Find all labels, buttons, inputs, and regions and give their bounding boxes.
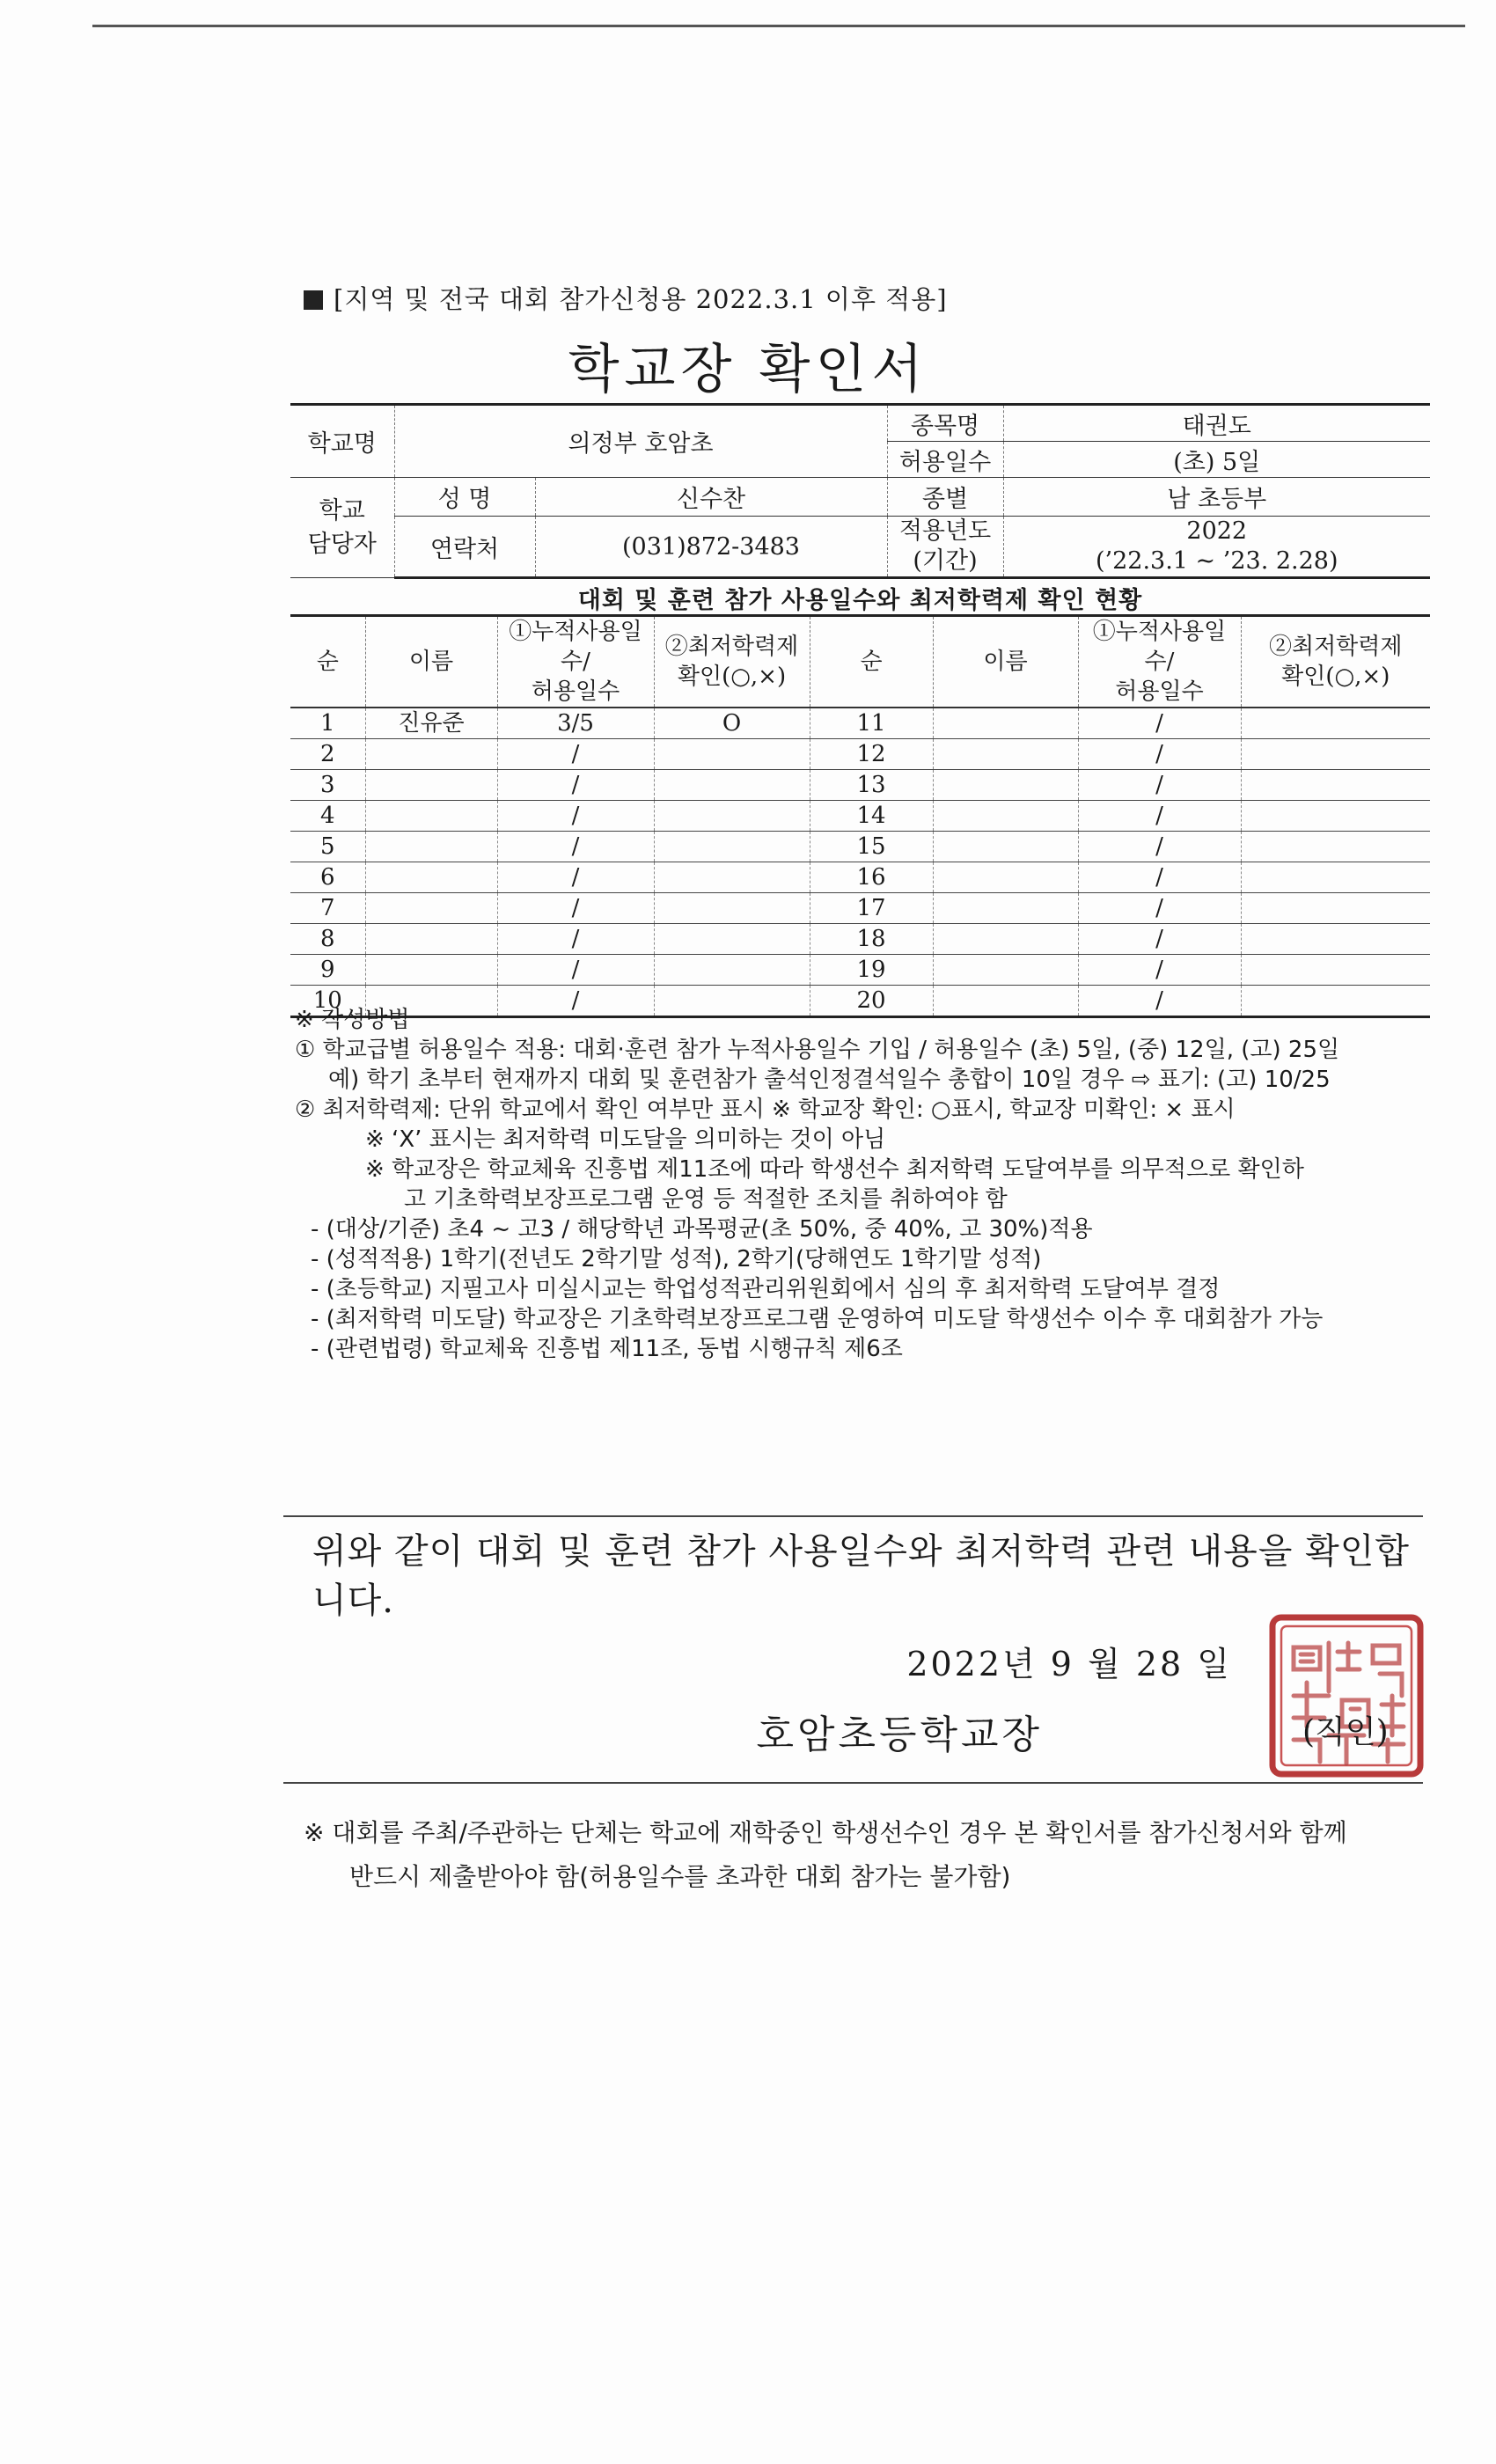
footer-note-line-1: ※ 대회를 주최/주관하는 단체는 학교에 재학중인 학생선수인 경우 본 확인서를 참가신청서와 함께 xyxy=(304,1818,1347,1847)
row-no: 9 xyxy=(290,955,365,986)
seal-label: (직인) xyxy=(1302,1714,1389,1750)
col-no-left: 순 xyxy=(290,616,365,708)
row-no: 6 xyxy=(290,862,365,893)
note-principal-duty-1: ※ 학교장은 학교체육 진흥법 제11조에 따라 학생선수 최저학력 도달여부를 의무적으로 확인하 xyxy=(365,1156,1304,1183)
col-min-right-1: ②최저학력제 xyxy=(1268,634,1403,660)
row-name xyxy=(933,739,1078,770)
row-check xyxy=(654,770,810,801)
footer-note xyxy=(304,1811,1430,1899)
row-name xyxy=(933,708,1078,739)
school-manager-label-text: 학교 담당자 xyxy=(307,496,377,558)
row-name xyxy=(933,770,1078,801)
row-name xyxy=(365,955,497,986)
table-row xyxy=(290,801,1430,832)
status-table-body xyxy=(290,708,1430,1017)
row-days: / xyxy=(1078,893,1241,924)
row-days: / xyxy=(497,986,654,1017)
col-min-right-2: 확인(○,×) xyxy=(1281,664,1390,690)
note-x-meaning: ※ ‘X’ 표시는 최저학력 미도달을 의미하는 것이 아님 xyxy=(365,1126,886,1153)
official-seal-icon xyxy=(1267,1612,1426,1779)
instructions xyxy=(295,1005,1421,1364)
row-days: / xyxy=(497,801,654,832)
col-min-left xyxy=(654,616,810,708)
note-allowed-days-example: 예) 학기 초부터 현재까지 대회 및 훈련참가 출석인정결석일수 총합이 10일 경우 ⇨ 표기: (고) 10/25 xyxy=(328,1067,1331,1093)
row-no: 8 xyxy=(290,924,365,955)
row-check xyxy=(654,832,810,862)
row-name xyxy=(365,739,497,770)
row-check xyxy=(1241,893,1430,924)
table-row xyxy=(290,924,1430,955)
category-label: 종별 xyxy=(887,478,1003,517)
row-days: / xyxy=(497,955,654,986)
col-days-left-2: 허용일수 xyxy=(531,678,620,705)
row-check xyxy=(1241,708,1430,739)
row-days: / xyxy=(1078,924,1241,955)
manager-name-value: 신수찬 xyxy=(535,478,887,517)
scan-top-edge-line xyxy=(92,25,1465,27)
row-no: 20 xyxy=(810,986,933,1017)
col-days-right xyxy=(1078,616,1241,708)
note-elementary: - (초등학교) 지필고사 미실시교는 학업성적관리위원회에서 심의 후 최저학력 도달여부 결정 xyxy=(311,1276,1221,1302)
category-value: 남 초등부 xyxy=(1003,478,1430,517)
row-check xyxy=(1241,924,1430,955)
row-name xyxy=(933,924,1078,955)
applied-year-value xyxy=(1003,517,1430,578)
table-row xyxy=(290,862,1430,893)
note-related-law: - (관련법령) 학교체육 진흥법 제11조, 동법 시행규칙 제6조 xyxy=(311,1336,903,1362)
form-usage-note-text: [지역 및 전국 대회 참가신청용 2022.3.1 이후 적용] xyxy=(334,284,948,314)
col-min-left-2: 확인(○,×) xyxy=(677,664,787,690)
row-name xyxy=(933,862,1078,893)
row-days: / xyxy=(497,739,654,770)
instructions-heading: ※ 작성방법 xyxy=(295,1007,410,1033)
row-check xyxy=(1241,801,1430,832)
row-no: 7 xyxy=(290,893,365,924)
school-info-table xyxy=(290,403,1430,579)
manager-name-label: 성 명 xyxy=(394,478,535,517)
col-days-left-1: ①누적사용일수/ xyxy=(509,619,642,675)
col-name-right: 이름 xyxy=(933,616,1078,708)
row-days: / xyxy=(1078,986,1241,1017)
table-row xyxy=(290,739,1430,770)
note-not-reached: - (최저학력 미도달) 학교장은 기초학력보장프로그램 운영하여 미도달 학생선수 이수 후 대회참가 가능 xyxy=(311,1306,1324,1332)
table-row xyxy=(290,708,1430,739)
col-days-left xyxy=(497,616,654,708)
note-allowed-days: ① 학교급별 허용일수 적용: 대회·훈련 참가 누적사용일수 기입 / 허용일수 (초) 5일, (중) 12일, (고) 25일 xyxy=(295,1037,1340,1063)
row-no: 2 xyxy=(290,739,365,770)
row-check xyxy=(654,893,810,924)
divider-bottom xyxy=(283,1782,1423,1784)
row-name xyxy=(365,893,497,924)
applied-year-label xyxy=(887,517,1003,578)
row-no: 12 xyxy=(810,739,933,770)
row-days: / xyxy=(497,770,654,801)
row-no: 3 xyxy=(290,770,365,801)
row-no: 1 xyxy=(290,708,365,739)
row-check xyxy=(1241,739,1430,770)
row-name xyxy=(365,770,497,801)
status-header-row xyxy=(290,616,1430,708)
row-no: 13 xyxy=(810,770,933,801)
note-target: - (대상/기준) 초4 ~ 고3 / 해당학년 과목평균(초 50%, 중 40%, 고 30%)적용 xyxy=(311,1216,1093,1243)
row-name xyxy=(933,893,1078,924)
row-name xyxy=(365,862,497,893)
note-principal-duty-2: 고 기초학력보장프로그램 운영 등 적절한 조치를 취하여야 함 xyxy=(404,1186,1008,1213)
row-days: / xyxy=(497,924,654,955)
row-name xyxy=(933,801,1078,832)
col-name-left: 이름 xyxy=(365,616,497,708)
row-days: / xyxy=(1078,739,1241,770)
form-usage-note xyxy=(304,280,948,316)
row-check xyxy=(654,924,810,955)
col-min-left-1: ②최저학력제 xyxy=(664,634,799,660)
row-name xyxy=(933,955,1078,986)
applied-year-value-2: (’22.3.1 ~ ’23. 2.28) xyxy=(1095,547,1338,575)
row-check xyxy=(1241,862,1430,893)
row-no: 17 xyxy=(810,893,933,924)
allowed-days-label: 허용일수 xyxy=(887,442,1003,478)
status-table xyxy=(290,614,1430,1018)
footer-note-line-2: 반드시 제출받아야 함(허용일수를 초과한 대회 참가는 불가함) xyxy=(349,1862,1011,1891)
row-days: / xyxy=(1078,955,1241,986)
school-name-label: 학교명 xyxy=(290,405,394,478)
row-days: / xyxy=(497,862,654,893)
applied-year-label-2: (기간) xyxy=(913,547,978,575)
row-days: / xyxy=(497,893,654,924)
allowed-days-value: (초) 5일 xyxy=(1003,442,1430,478)
row-days: / xyxy=(1078,832,1241,862)
row-days: / xyxy=(1078,770,1241,801)
row-no: 14 xyxy=(810,801,933,832)
row-check xyxy=(654,801,810,832)
col-no-right: 순 xyxy=(810,616,933,708)
col-days-right-2: 허용일수 xyxy=(1115,678,1204,705)
row-check: O xyxy=(654,708,810,739)
row-days: / xyxy=(1078,862,1241,893)
principal-title: 호암초등학교장 xyxy=(756,1712,1043,1757)
contact-value: (031)872-3483 xyxy=(535,517,887,578)
confirmation-statement: 위와 같이 대회 및 훈련 참가 사용일수와 최저학력 관련 내용을 확인합니다. xyxy=(312,1531,1411,1621)
col-min-right xyxy=(1241,616,1430,708)
row-check xyxy=(654,862,810,893)
table-row xyxy=(290,893,1430,924)
note-min-academic: ② 최저학력제: 단위 학교에서 확인 여부만 표시 ※ 학교장 확인: ○표시, 학교장 미확인: × 표시 xyxy=(295,1096,1236,1123)
row-name xyxy=(933,832,1078,862)
table-row xyxy=(290,832,1430,862)
row-days: / xyxy=(1078,801,1241,832)
row-no: 19 xyxy=(810,955,933,986)
table-row xyxy=(290,770,1430,801)
col-days-right-1: ①누적사용일수/ xyxy=(1092,619,1227,675)
row-no: 4 xyxy=(290,801,365,832)
row-name xyxy=(365,924,497,955)
row-no: 5 xyxy=(290,832,365,862)
applied-year-label-1: 적용년도 xyxy=(898,517,992,545)
divider-top xyxy=(283,1515,1423,1517)
row-days: 3/5 xyxy=(497,708,654,739)
page-title: 학교장 확인서 xyxy=(568,339,928,400)
row-no: 18 xyxy=(810,924,933,955)
row-name xyxy=(365,832,497,862)
sport-label: 종목명 xyxy=(887,405,1003,442)
school-name-value: 의정부 호암초 xyxy=(394,405,887,478)
row-check xyxy=(1241,770,1430,801)
row-no: 10 xyxy=(290,986,365,1017)
school-manager-label xyxy=(290,478,394,578)
square-bullet-icon xyxy=(304,290,323,310)
row-no: 16 xyxy=(810,862,933,893)
contact-label: 연락처 xyxy=(394,517,535,578)
row-check xyxy=(1241,832,1430,862)
row-no: 11 xyxy=(810,708,933,739)
row-check xyxy=(654,739,810,770)
row-no: 15 xyxy=(810,832,933,862)
row-name: 진유준 xyxy=(365,708,497,739)
row-check xyxy=(654,955,810,986)
note-grade-apply: - (성적적용) 1학기(전년도 2학기말 성적), 2학기(당해연도 1학기말 성적) xyxy=(311,1246,1042,1272)
status-section-title: 대회 및 훈련 참가 사용일수와 최저학력제 확인 현황 xyxy=(577,587,1143,614)
row-days: / xyxy=(497,832,654,862)
row-days: / xyxy=(1078,708,1241,739)
issue-date: 2022년 9 월 28 일 xyxy=(906,1645,1232,1683)
row-name xyxy=(365,801,497,832)
row-check xyxy=(1241,955,1430,986)
sport-value: 태권도 xyxy=(1003,405,1430,442)
table-row xyxy=(290,955,1430,986)
applied-year-value-1: 2022 xyxy=(1186,517,1248,545)
